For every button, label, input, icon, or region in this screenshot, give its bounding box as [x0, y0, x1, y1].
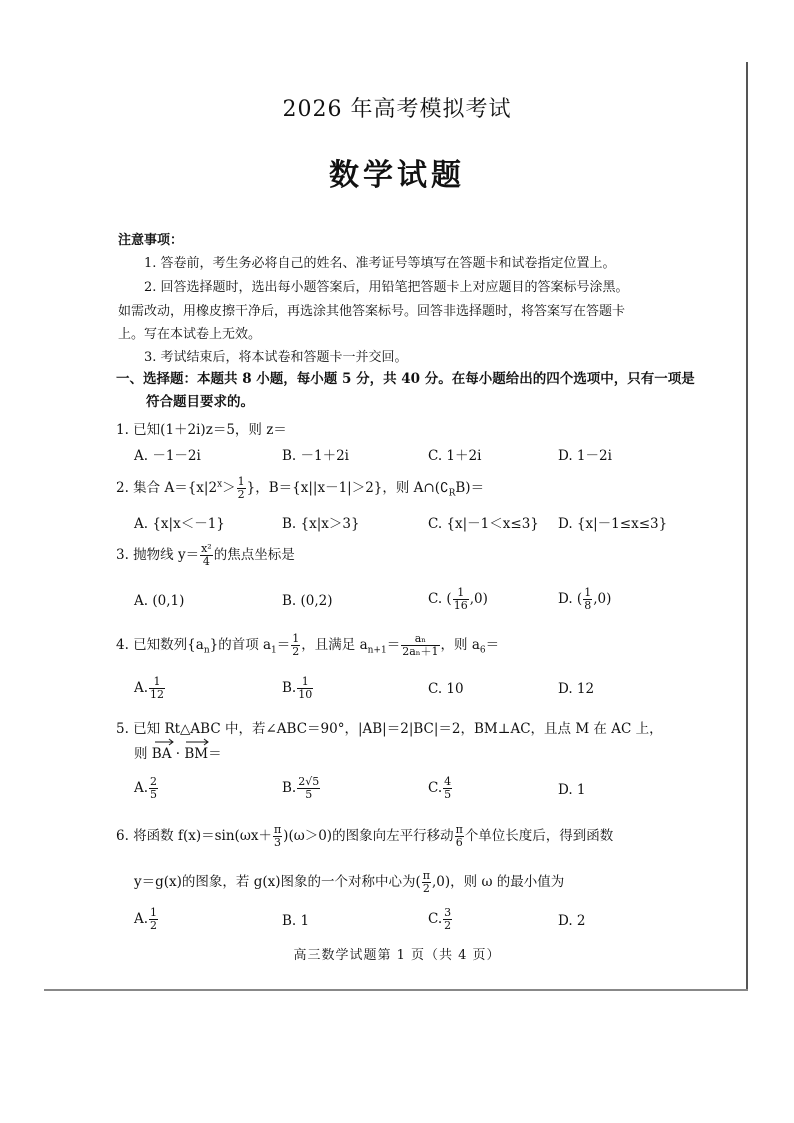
question-2-stem: 2. 集合 $A=\{x|2^x>$ $\frac{1}{2}$ }，B＝{x||x－1|＞2}，则 $A\cap(∁_RB)=$	[116, 475, 485, 501]
scan-border-bottom	[44, 989, 748, 991]
notice-item-2-line-3: 上。写在本试卷上无效。	[118, 327, 262, 342]
question-1-option-b: B. －1＋2i	[282, 448, 349, 464]
question-6-option-b: B. 1	[282, 913, 310, 929]
question-5-option-b: B. $\frac{2√5}{5}$	[282, 775, 320, 801]
question-5-stem-line-2: 则 BA · BM＝	[134, 746, 222, 762]
question-2-option-b: B. {x|x＞3}	[282, 516, 360, 532]
question-6-option-c: C. $\frac{3}{2}$	[428, 906, 452, 932]
question-5-option-c: C. $\frac{4}{5}$	[428, 775, 452, 801]
scan-border-right	[746, 62, 748, 990]
page-footer: 高三数学试题第 1 页（共 4 页）	[293, 948, 501, 963]
notice-item-2-line-2: 如需改动，用橡皮擦干净后，再选涂其他答案标号。回答非选择题时，将答案写在答题卡	[118, 304, 626, 319]
question-4-option-b: B. $\frac{1}{10}$	[282, 675, 313, 701]
question-4-option-d: D. 12	[558, 681, 595, 697]
vector-arrows	[153, 738, 213, 746]
exam-title: 2026 年高考模拟考试	[282, 97, 512, 122]
question-2-option-a: A. {x|x＜－1}	[134, 516, 225, 532]
question-2-option-c: C. {x|－1＜x≤3}	[428, 516, 539, 532]
question-6-stem-line-2: y＝g(x)的图象，若 g(x)图象的一个对称中心为( $\frac{\pi}{2}$ ,0)，则 ω 的最小值为	[134, 869, 565, 895]
subject-title: 数学试题	[329, 158, 465, 193]
question-4-option-a: A. $\frac{1}{12}$	[134, 675, 165, 701]
question-3-stem: 3. 抛物线 y＝ $\frac{\text{x²}}{4}$ 的焦点坐标是	[116, 542, 295, 568]
question-1-option-a: A. －1－2i	[134, 448, 201, 464]
question-3-option-b: B. (0,2)	[282, 593, 333, 609]
section-heading-line-2: 符合题目要求的。	[146, 394, 254, 410]
question-1-option-d: D. 1－2i	[558, 448, 612, 464]
question-1-stem: 1. 已知(1＋2i)z＝5，则 z＝	[116, 422, 287, 438]
notice-item-2-line-1: 2. 回答选择题时，选出每小题答案后，用铅笔把答题卡上对应题目的答案标号涂黑。	[144, 280, 629, 295]
question-4-option-c: C. 10	[428, 681, 464, 697]
notice-heading: 注意事项：	[118, 233, 184, 248]
question-5-stem-line-1: 5. 已知 Rt△ABC 中，若∠ABC＝90°，|AB|＝2|BC|＝2，BM⊥AC，且点 M 在 AC 上，	[116, 721, 663, 737]
question-6-option-a: A. $\frac{1}{2}$	[134, 906, 158, 932]
question-6-option-d: D. 2	[558, 913, 586, 929]
question-1-option-c: C. 1＋2i	[428, 448, 482, 464]
question-6-stem-line-1: 6. 将函数 f(x)＝sin(ωx＋ $\frac{\pi}{3}$ )(ω＞0)的图象向左平行移动 $\frac{\pi}{6}$ 个单位长度后，得到函数	[116, 823, 614, 849]
fraction: $\frac{\text{x²}}{4}$	[201, 542, 212, 568]
question-3-option-c: C. ( $\frac{1}{16}$ ,0)	[428, 586, 488, 612]
question-5-option-d: D. 1	[558, 782, 586, 798]
question-5-option-a: A. $\frac{2}{5}$	[134, 775, 158, 801]
notice-item-3: 3. 考试结束后，将本试卷和答题卡一并交回。	[144, 350, 408, 365]
question-2-option-d: D. {x|－1≤x≤3}	[558, 516, 668, 532]
question-3-option-d: D. ( $\frac{1}{8}$ ,0)	[558, 586, 612, 612]
section-heading-line-1: 一、选择题：本题共 8 小题，每小题 5 分，共 40 分。在每小题给出的四个选项中，只有一项是	[116, 371, 695, 387]
fraction: $\frac{1}{2}$	[237, 475, 245, 501]
question-4-stem: 4. 已知数列$\{a_n\}$的首项 $a_1=$ $\frac{1}{2}$ ，且满足 $a_{n+1}=$ $\frac{\text{aₙ}}{\text{2aₙ＋1}}$ ，则 $a_6=$	[116, 632, 500, 658]
notice-item-1: 1. 答卷前，考生务必将自己的姓名、准考证号等填写在答题卡和试卷指定位置上。	[144, 256, 616, 271]
question-3-option-a: A. (0,1)	[134, 593, 185, 609]
